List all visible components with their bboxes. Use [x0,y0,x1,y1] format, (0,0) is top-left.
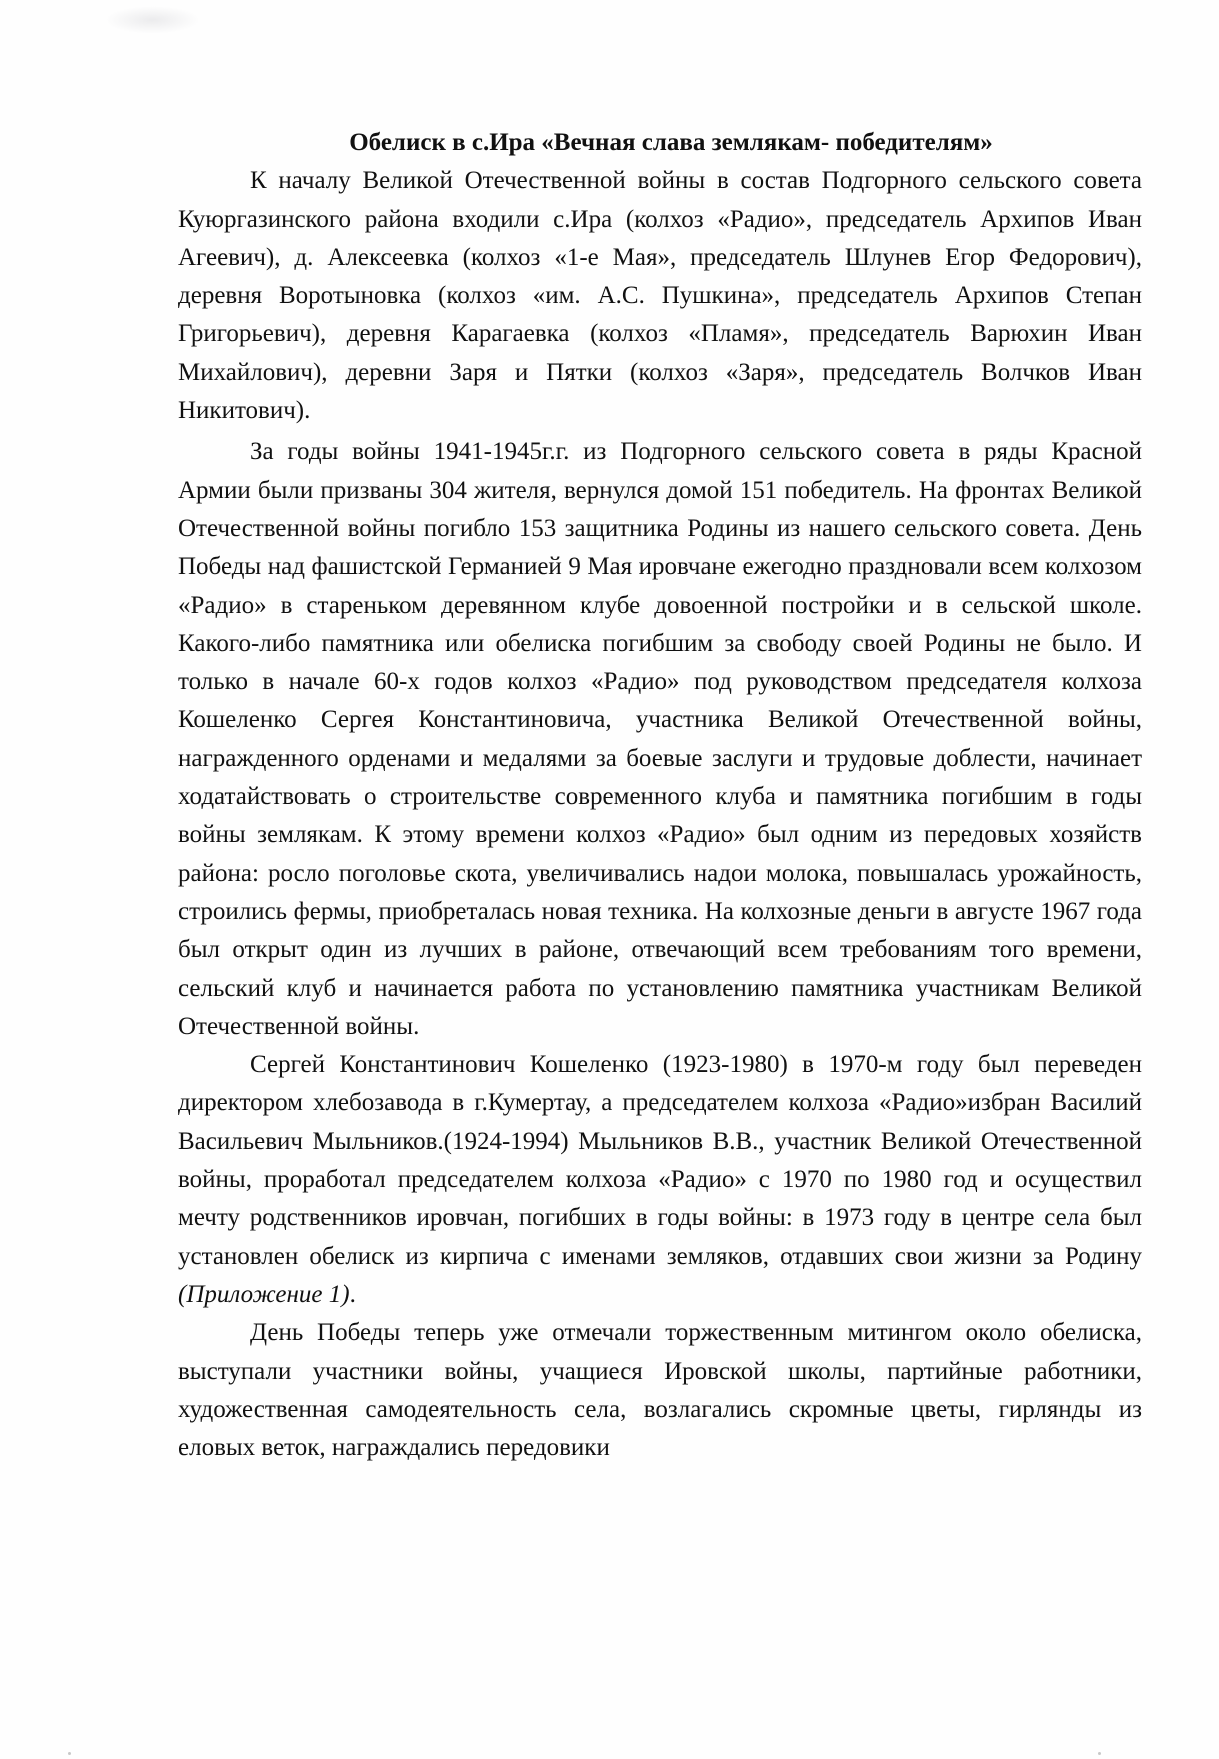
scan-dot [68,1752,71,1755]
paragraph-1: К началу Великой Отечественной войны в состав Подгорного сельского совета Куюргазинского района входили с.Ира (колхоз «Радио», председатель Архипов Иван Агеевич), д. Алексеевка (колхоз «1-е Мая», председатель Шлунев Егор Федорович), деревня Воротыновка (колхоз «им. А.С. Пушкина», председатель Архипов Степан Григорьевич), деревня Карагаевка (колхоз «Пламя», председатель Варюхин Иван Михайлович), деревни Заря и Пятки (колхоз «Заря», председатель Волчков Иван Никитович). [178,167,1142,425]
scan-dot [1098,1752,1101,1755]
paragraph-3-end: . [349,1280,356,1308]
scan-smudge [105,6,200,34]
appendix-reference: (Приложение 1) [178,1280,350,1308]
paragraph-4: День Победы теперь уже отмечали торжественным митингом около обелиска, выступали участники войны, учащиеся Ировской школы, партийные работники, художественная самодеятельность села, возлагались скромные цветы, гирлянды из еловых веток, награждались передовики [178,1319,1142,1462]
paragraph-3 [178,1046,1142,1314]
document-title: Обелиск в с.Ира «Вечная слава землякам- победителям» [349,129,993,156]
paragraph-2: За годы войны 1941-1945г.г. из Подгорного сельского совета в ряды Красной Армии были призваны 304 жителя, вернулся домой 151 победитель. На фронтах Великой Отечественной войны погибло 153 защитника Родины из нашего сельского совета. День Победы над фашистской Германией 9 Мая ировчане ежегодно праздновали всем колхозом «Радио» в стареньком деревянном клубе довоенной постройки и в сельской школе. Какого-либо памятника или обелиска погибшим за свободу своей Родины не было. И только в начале 60-х годов колхоз «Радио» под руководством председателя колхоза Кошеленко Сергея Константиновича, участника Великой Отечественной войны, награжденного орденами и медалями за боевые заслуги и трудовые доблести, начинает ходатайствовать о строительстве современного клуба и памятника погибшим в годы войны землякам. К этому времени колхоз «Радио» был одним из передовых хозяйств района: росло поголовье скота, увеличивались надои молока, повышалась урожайность, строились фермы, приобреталась новая техника. На колхозные деньги в августе 1967 года был открыт один из лучших в районе, отвечающий всем требованиям того времени, сельский клуб и начинается работа по установлению памятника участникам Великой Отечественной войны. [178,438,1142,1040]
paragraph-3-text: Сергей Константинович Кошеленко (1923-1980) в 1970-м году был переведен директором хлебозавода в г.Кумертау, а председателем колхоза «Радио»избран Василий Васильевич Мыльников.(1924-1994) Мыльников В.В., участник Великой Отечественной войны, проработал председателем колхоза «Радио» с 1970 по 1980 год и осуществил мечту родственников ировчан, погибших в годы войны: в 1973 году в центре села был установлен обелиск из кирпича с именами земляков, отдавших свои жизни за Родину [178,1051,1142,1270]
document-body [178,124,1142,1467]
